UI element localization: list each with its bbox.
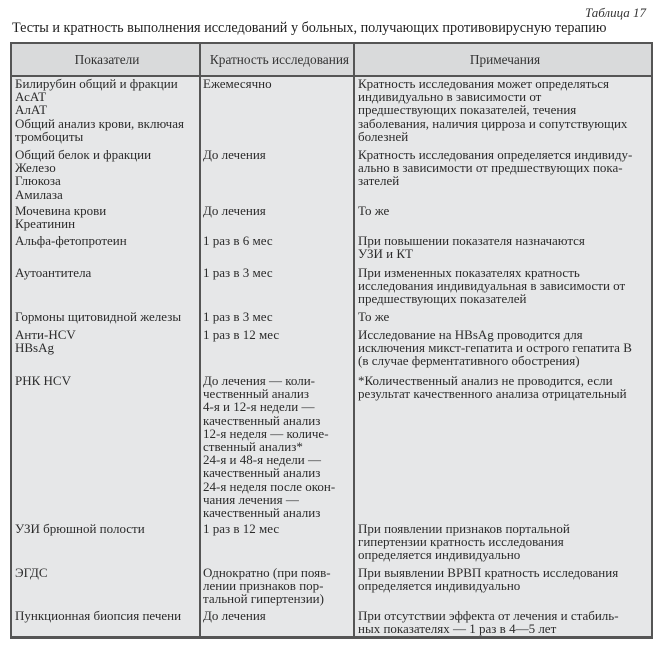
notes-cell-line: зателей bbox=[358, 173, 400, 189]
indicator-cell-line: ЭГДС bbox=[15, 565, 48, 580]
notes-cell-line: исключения микст-гепатита и острого гепатита В bbox=[358, 340, 632, 356]
notes-cell bbox=[358, 374, 650, 400]
frequency-cell-line: ственный анализ* bbox=[203, 439, 303, 455]
indicator-cell-line: Креатинин bbox=[15, 216, 76, 232]
frequency-cell-line: 24-я неделя после окон- bbox=[203, 478, 336, 494]
notes-cell bbox=[358, 266, 650, 306]
notes-cell-line: То же bbox=[358, 203, 390, 218]
frequency-cell bbox=[203, 266, 333, 279]
indicator-cell bbox=[15, 310, 205, 323]
frequency-cell-line: тальной гипертензии) bbox=[203, 591, 324, 607]
indicator-cell-line: тромбоциты bbox=[15, 128, 84, 144]
notes-cell-line: индивидуально в зависимости от bbox=[358, 89, 542, 105]
frequency-cell-line: До лечения bbox=[203, 608, 266, 623]
indicator-cell-line: Общий белок и фракции bbox=[15, 147, 152, 162]
indicator-cell-line: Гормоны щитовидной железы bbox=[15, 309, 182, 324]
table-title: Тесты и кратность выполнения исследований у больных, получающих противовирусную терапию bbox=[12, 20, 607, 36]
indicator-cell-line: Глюкоза bbox=[15, 173, 61, 189]
frequency-cell-line: 1 раз в 3 мес bbox=[203, 265, 273, 280]
frequency-cell bbox=[203, 566, 333, 606]
indicator-cell-line: Анти-HCV bbox=[15, 327, 76, 342]
notes-cell bbox=[358, 148, 650, 188]
frequency-cell-line: качественный анализ bbox=[203, 412, 321, 428]
frequency-cell bbox=[203, 204, 333, 217]
frequency-cell-line: 1 раз в 12 мес bbox=[203, 327, 280, 342]
frequency-cell-line: Ежемесячно bbox=[203, 76, 272, 91]
notes-cell-line: заболевания, наличия цирроза и сопутствующих bbox=[358, 115, 628, 131]
notes-cell-line: предшествующих показателей bbox=[358, 291, 527, 307]
frequency-cell bbox=[203, 328, 333, 341]
indicator-cell-line: Аутоантитела bbox=[15, 265, 92, 280]
frequency-cell-line: лении признаков пор- bbox=[203, 578, 324, 594]
frequency-cell-line: 12-я неделя — количе- bbox=[203, 425, 329, 441]
notes-cell bbox=[358, 310, 650, 323]
indicator-cell bbox=[15, 609, 205, 622]
data-table bbox=[10, 42, 653, 639]
notes-cell-line: Кратность исследования может определяться bbox=[358, 76, 609, 91]
frequency-cell bbox=[203, 373, 336, 521]
notes-cell-line: предшествующих показателей, течения bbox=[358, 102, 577, 118]
notes-cell-line: болезней bbox=[358, 128, 409, 144]
indicator-cell-line: Альфа-фетопротеин bbox=[15, 233, 127, 248]
indicator-cell-line: Общий анализ крови, включая bbox=[15, 115, 184, 131]
notes-cell-line: ных показателях — 1 раз в 4—5 лет bbox=[358, 621, 557, 637]
indicator-cell bbox=[15, 234, 205, 247]
notes-cell-line: (в случае ферментативного обострения) bbox=[358, 353, 580, 369]
notes-cell-line: При появлении признаков портальной bbox=[358, 521, 570, 536]
frequency-cell bbox=[203, 310, 333, 323]
frequency-cell bbox=[203, 609, 333, 622]
notes-cell-line: При выявлении ВРВП кратность исследования bbox=[358, 565, 619, 580]
frequency-cell-line: 4-я и 12-я недели — bbox=[203, 399, 315, 415]
frequency-cell-line: 24-я и 48-я недели — bbox=[203, 452, 321, 468]
indicator-cell-line: Амилаза bbox=[15, 186, 63, 202]
indicator-cell bbox=[15, 266, 205, 279]
indicator-cell-line: УЗИ брюшной полости bbox=[15, 521, 145, 536]
indicator-cell-line: Железо bbox=[15, 160, 56, 176]
column-header-frequency: Кратность исследования bbox=[209, 52, 350, 67]
notes-cell-line: определяется индивидуально bbox=[358, 578, 521, 594]
frequency-cell-line: 1 раз в 6 мес bbox=[203, 233, 273, 248]
notes-cell-line: ально в зависимости от предшествующих пока- bbox=[358, 160, 623, 176]
column-divider bbox=[353, 44, 355, 636]
notes-cell-line: исследования индивидуальная в зависимости от bbox=[358, 278, 626, 294]
indicator-cell bbox=[15, 77, 205, 143]
notes-cell-line: При отсутствии эффекта от лечения и стабиль- bbox=[358, 608, 619, 623]
indicator-cell bbox=[15, 566, 205, 579]
frequency-cell-line: 1 раз в 12 мес bbox=[203, 521, 280, 536]
indicator-cell bbox=[15, 374, 205, 387]
notes-cell-line: Исследование на HBsAg проводится для bbox=[358, 327, 583, 342]
notes-cell-line: результат качественного анализа отрицательный bbox=[358, 386, 627, 402]
notes-cell bbox=[358, 328, 650, 368]
frequency-cell-line: качественный анализ bbox=[203, 465, 321, 481]
indicator-cell-line: РНК HCV bbox=[15, 373, 71, 388]
frequency-cell-line: До лечения bbox=[203, 147, 266, 162]
notes-cell-line: УЗИ и КТ bbox=[358, 246, 414, 262]
notes-cell bbox=[358, 522, 650, 562]
frequency-cell-line: До лечения — коли- bbox=[203, 373, 316, 388]
notes-cell-line: гипертензии кратность исследования bbox=[358, 534, 564, 550]
indicator-cell-line: Мочевина крови bbox=[15, 203, 107, 218]
frequency-cell-line: чественный анализ bbox=[203, 386, 309, 402]
frequency-cell bbox=[203, 148, 333, 161]
frequency-cell bbox=[203, 522, 333, 535]
indicator-cell-line: Пункционная биопсия печени bbox=[15, 608, 182, 623]
frequency-cell bbox=[203, 77, 333, 90]
indicator-cell-line: Билирубин общий и фракции bbox=[15, 76, 178, 91]
notes-cell-line: определяется индивидуально bbox=[358, 547, 521, 563]
frequency-cell-line: Однократно (при появ- bbox=[203, 565, 331, 580]
notes-cell-line: При повышении показателя назначаются bbox=[358, 233, 585, 248]
indicator-cell bbox=[15, 148, 205, 201]
table-caption: Таблица 17 bbox=[584, 5, 646, 20]
notes-cell bbox=[358, 77, 650, 143]
indicator-cell bbox=[15, 522, 205, 535]
notes-cell bbox=[358, 566, 650, 592]
table-header bbox=[12, 44, 651, 77]
indicator-cell bbox=[15, 328, 205, 354]
frequency-cell-line: До лечения bbox=[203, 203, 266, 218]
notes-cell bbox=[358, 204, 650, 217]
notes-cell-line: Кратность исследования определяется индивиду- bbox=[358, 147, 633, 162]
notes-cell bbox=[358, 609, 650, 635]
column-header-notes: Примечания bbox=[469, 52, 541, 67]
frequency-cell-line: 1 раз в 3 мес bbox=[203, 309, 273, 324]
notes-cell-line: При измененных показателях кратность bbox=[358, 265, 580, 280]
frequency-cell bbox=[203, 234, 333, 247]
frequency-cell-line: чания лечения — bbox=[203, 491, 299, 507]
notes-cell-line: То же bbox=[358, 309, 390, 324]
indicator-cell-line: HBsAg bbox=[15, 340, 55, 356]
indicator-cell-line: АсАТ bbox=[15, 89, 47, 105]
notes-cell-line: *Количественный анализ не проводится, если bbox=[358, 373, 613, 388]
indicator-cell-line: АлАТ bbox=[15, 102, 48, 118]
frequency-cell-line: качественный анализ bbox=[203, 505, 321, 521]
notes-cell bbox=[358, 234, 650, 260]
indicator-cell bbox=[15, 204, 205, 230]
column-header-indicators: Показатели bbox=[74, 52, 140, 67]
